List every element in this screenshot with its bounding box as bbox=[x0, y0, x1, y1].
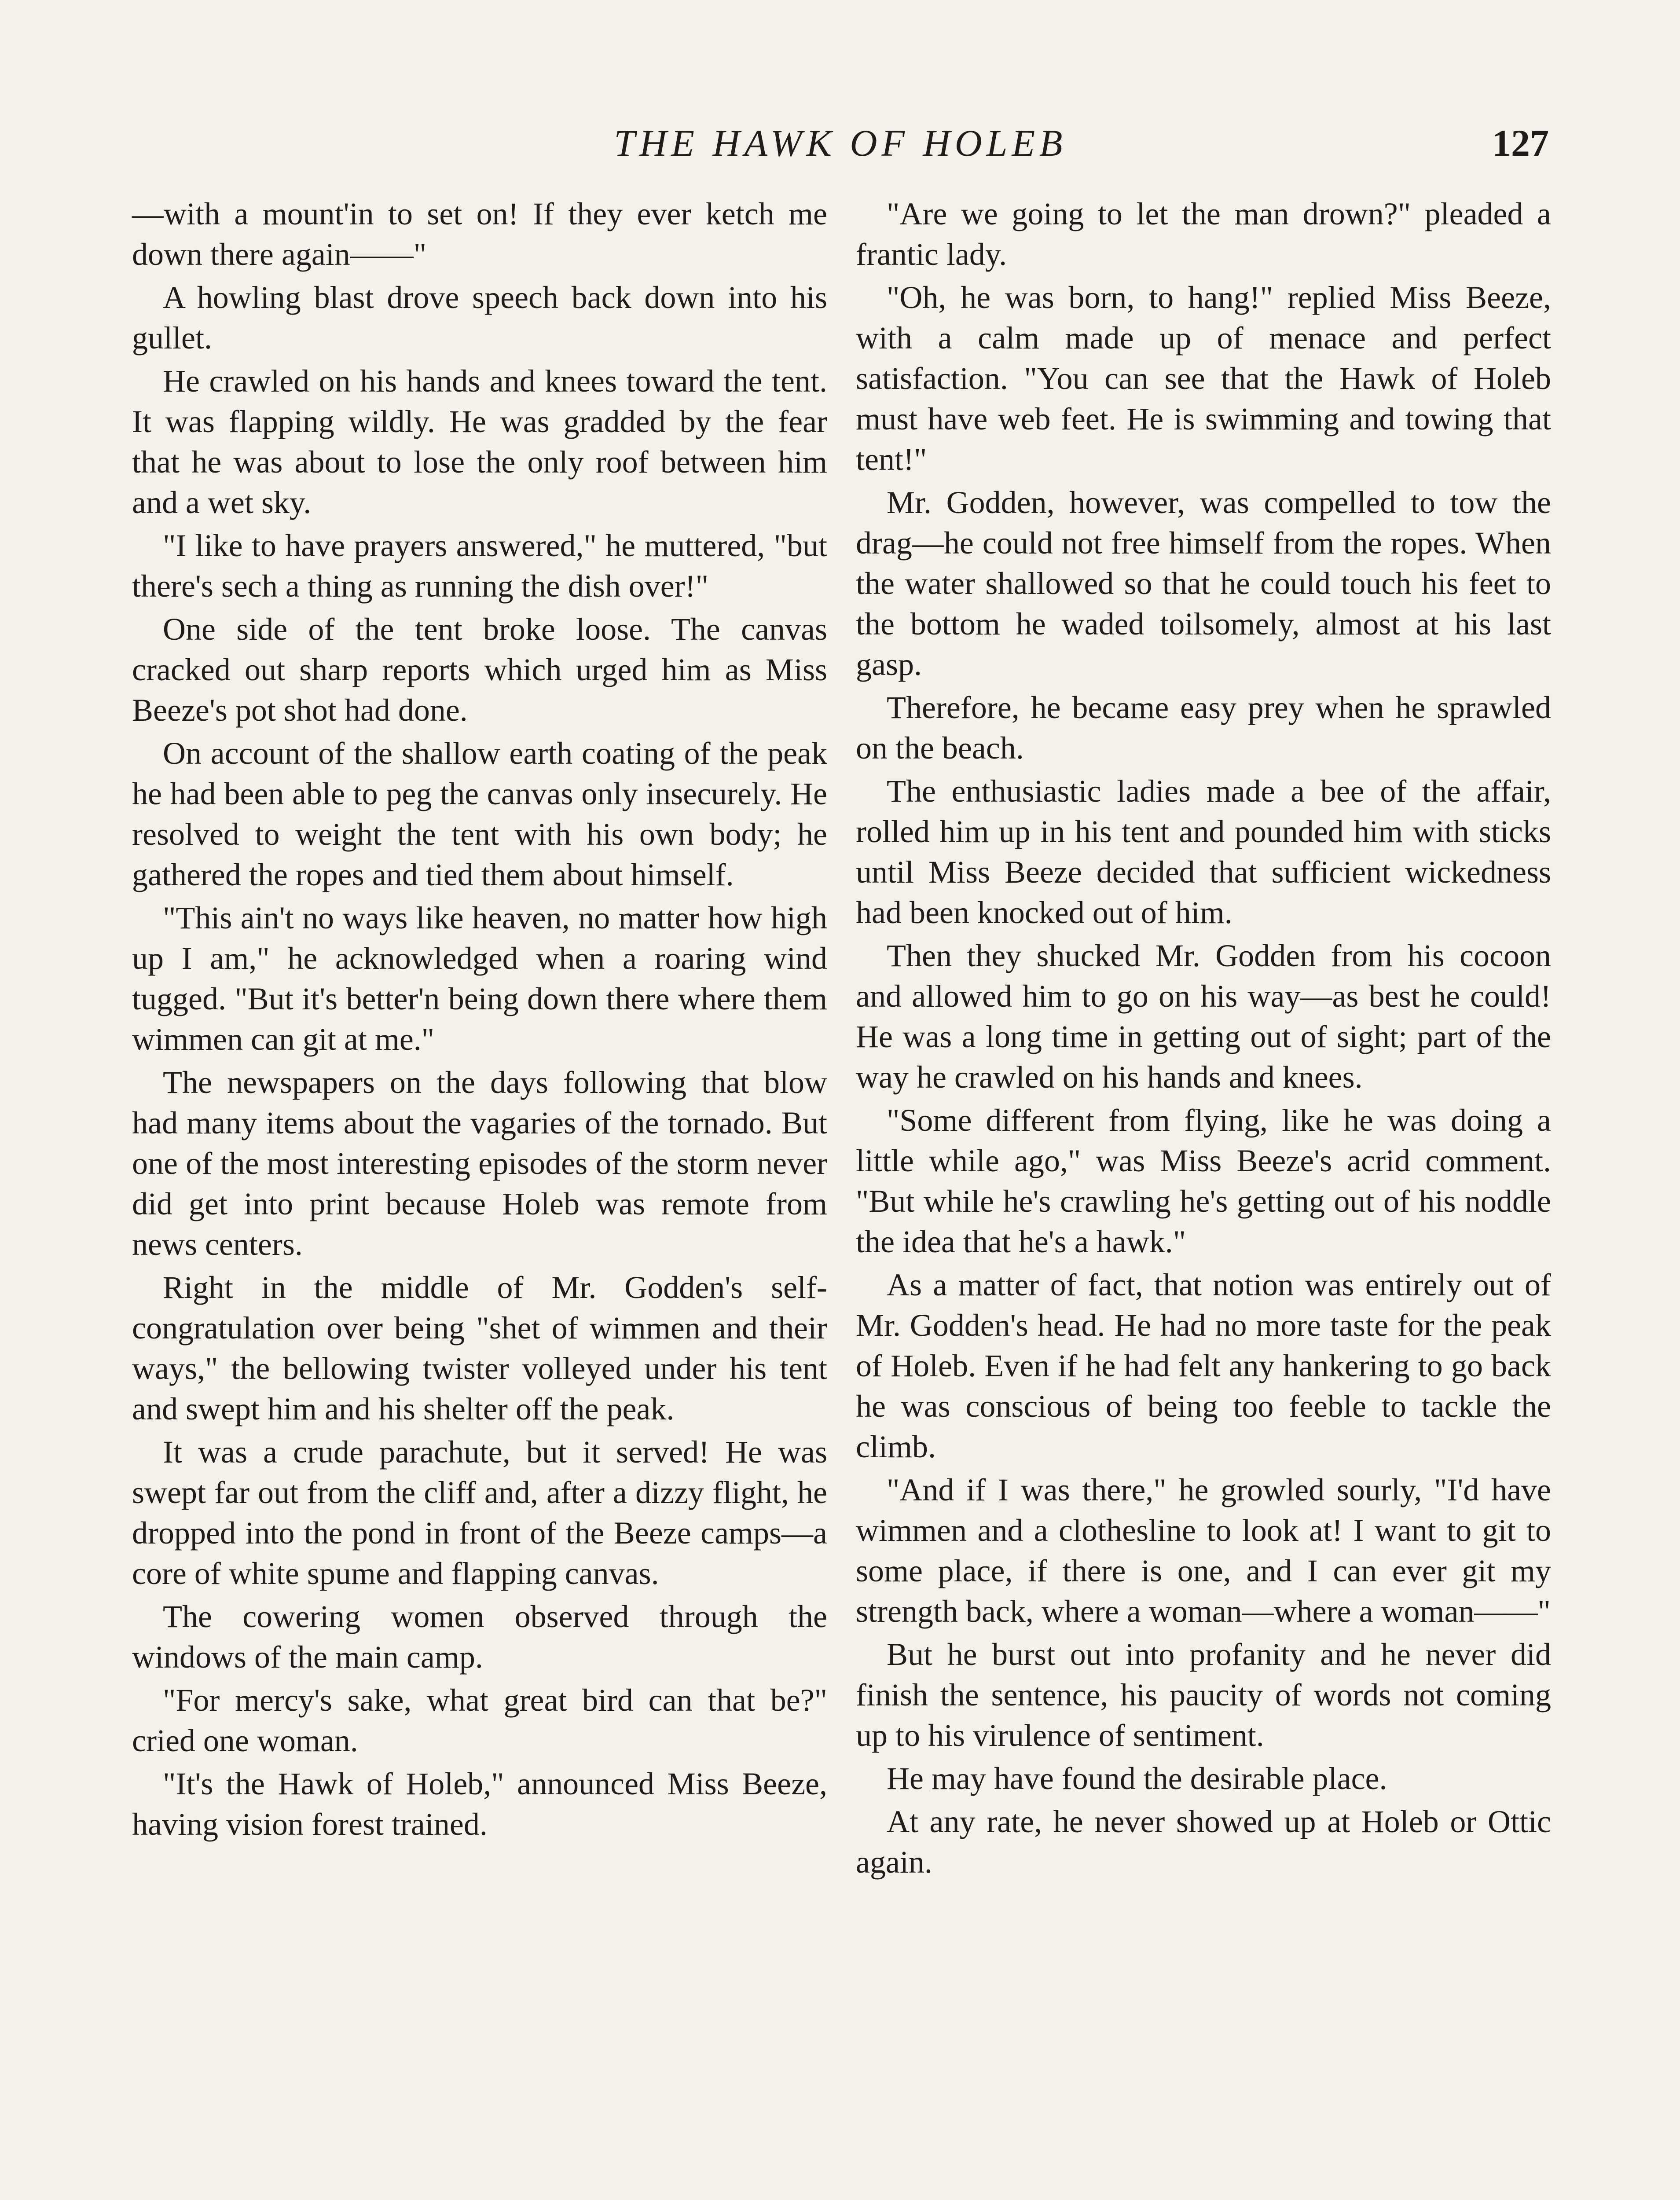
paragraph: He may have found the desirable place. bbox=[887, 1761, 1387, 1796]
running-title: THE HAWK OF HOLEB bbox=[614, 122, 1067, 164]
paragraph: "And if I was there," he growled sourly, "I'd have wimmen and a clothesline to look at! I want to git to some place, if there is one, and I can ever git my strength back, where a woman—where a woman——" bbox=[856, 1472, 1551, 1629]
paragraph: It was a crude parachute, but it served! He was swept far out from the cliff and, after a dizzy flight, he dropped into the pond in front of the Beeze camps—a core of white spume and flapping canvas. bbox=[132, 1434, 827, 1591]
paragraph: But he burst out into profanity and he never did finish the sentence, his paucity of words not coming up to his virulence of sentiment. bbox=[856, 1637, 1551, 1753]
paragraph: The cowering women observed through the windows of the main camp. bbox=[132, 1599, 827, 1675]
paragraph: —with a mount'in to set on! If they ever ketch me down there again——" bbox=[132, 196, 827, 272]
paragraph: A howling blast drove speech back down into his gullet. bbox=[132, 280, 827, 356]
paragraph: On account of the shallow earth coating of the peak he had been able to peg the canvas only insecurely. He resolved to weight the tent with his own body; he gathered the ropes and tied them about himself. bbox=[132, 736, 827, 892]
paragraph: The enthusiastic ladies made a bee of the affair, rolled him up in his tent and pounded him with sticks until Miss Beeze decided that sufficient wickedness had been knocked out of him. bbox=[856, 774, 1551, 930]
paragraph: Then they shucked Mr. Godden from his cocoon and allowed him to go on his way—as best he could! He was a long time in getting out of sight; part of the way he crawled on his hands and knees. bbox=[856, 938, 1551, 1095]
paragraph: "For mercy's sake, what great bird can that be?" cried one woman. bbox=[132, 1683, 827, 1758]
paragraph: "Are we going to let the man drown?" pleaded a frantic lady. bbox=[856, 196, 1551, 272]
page-number: 127 bbox=[1492, 122, 1549, 164]
paragraph: Mr. Godden, however, was compelled to tow the drag—he could not free himself from the ropes. When the water shallowed so that he could touch his feet to the bottom he waded toilsomely, almost at his last gasp. bbox=[856, 485, 1551, 682]
paragraph: At any rate, he never showed up at Holeb or Ottic again. bbox=[856, 1804, 1551, 1880]
paragraph: "It's the Hawk of Holeb," announced Miss Beeze, having vision forest trained. bbox=[132, 1766, 827, 1842]
paragraph: "This ain't no ways like heaven, no matter how high up I am," he acknowledged when a roaring wind tugged. "But it's better'n being down there where them wimmen can git at me." bbox=[132, 900, 827, 1057]
paragraph: The newspapers on the days following that blow had many items about the vagaries of the tornado. But one of the most interesting episodes of the storm never did get into print because Holeb was remote from news centers. bbox=[132, 1065, 827, 1262]
paragraph: Right in the middle of Mr. Godden's self-congratulation over being "shet of wimmen and their ways," the bellowing twister volleyed under his tent and swept him and his shelter off the peak. bbox=[132, 1270, 827, 1426]
page-header bbox=[132, 119, 1549, 167]
left-column bbox=[132, 194, 827, 1847]
right-column bbox=[856, 194, 1551, 1885]
paragraph: As a matter of fact, that notion was entirely out of Mr. Godden's head. He had no more taste for the peak of Holeb. Even if he had felt any hankering to go back he was conscious of being too feeble to tackle the climb. bbox=[856, 1267, 1551, 1464]
paragraph: He crawled on his hands and knees toward the tent. It was flapping wildly. He was gradded by the fear that he was about to lose the only roof between him and a wet sky. bbox=[132, 363, 827, 520]
paragraph: Therefore, he became easy prey when he sprawled on the beach. bbox=[856, 690, 1551, 766]
paragraph: "Oh, he was born, to hang!" replied Miss Beeze, with a calm made up of menace and perfect satisfaction. "You can see that the Hawk of Holeb must have web feet. He is swimming and towing that tent!" bbox=[856, 280, 1551, 477]
paragraph: "Some different from flying, like he was doing a little while ago," was Miss Beeze's acrid comment. "But while he's crawling he's getting out of his noddle the idea that he's a hawk." bbox=[856, 1103, 1551, 1259]
paragraph: "I like to have prayers answered," he muttered, "but there's sech a thing as running the dish over!" bbox=[132, 528, 827, 604]
paragraph: One side of the tent broke loose. The canvas cracked out sharp reports which urged him as Miss Beeze's pot shot had done. bbox=[132, 612, 827, 728]
